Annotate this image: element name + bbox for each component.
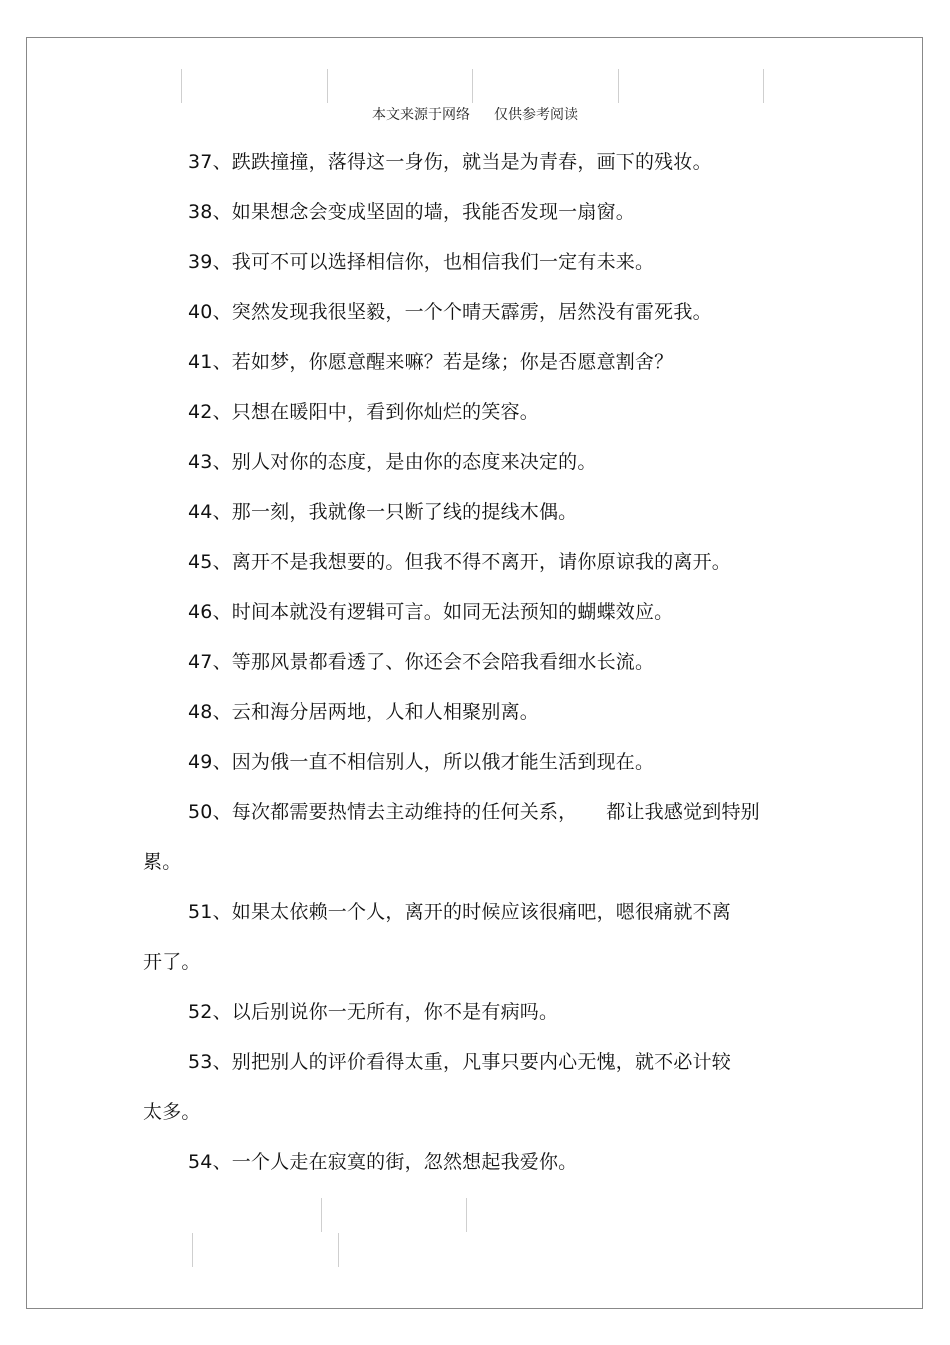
list-item: 44、那一刻，我就像一只断了线的提线木偶。	[188, 501, 578, 523]
header-note	[0, 104, 950, 124]
top-rule-1	[181, 69, 182, 103]
list-item: 37、跌跌撞撞，落得这一身伤，就当是为青春，画下的残妆。	[188, 151, 712, 173]
list-item: 39、我可不可以选择相信你，也相信我们一定有未来。	[188, 251, 655, 273]
list-item: 47、等那风景都看透了、你还会不会陪我看细水长流。	[188, 651, 655, 673]
list-item: 46、时间本就没有逻辑可言。如同无法预知的蝴蝶效应。	[188, 601, 674, 623]
list-item: 48、云和海分居两地，人和人相聚别离。	[188, 701, 539, 723]
bottom-rule-2	[466, 1198, 467, 1232]
bottom-rule-1	[321, 1198, 322, 1232]
top-rule-2	[327, 69, 328, 103]
list-item: 52、以后别说你一无所有，你不是有病吗。	[188, 1001, 559, 1023]
bottom-rule-3	[192, 1233, 193, 1267]
list-item: 42、只想在暖阳中，看到你灿烂的笑容。	[188, 401, 539, 423]
list-item: 41、若如梦，你愿意醒来嘛？若是缘；你是否愿意割舍？	[188, 351, 674, 373]
list-item: 54、一个人走在寂寞的街，忽然想起我爱你。	[188, 1151, 578, 1173]
top-rule-3	[472, 69, 473, 103]
list-item-continuation: 太多。	[143, 1101, 201, 1123]
top-rule-5	[763, 69, 764, 103]
list-item-continuation: 开了。	[143, 951, 201, 973]
list-item: 50、每次都需要热情去主动维持的任何关系， 都让我感觉到特别	[188, 801, 760, 823]
bottom-rule-4	[338, 1233, 339, 1267]
list-item: 45、离开不是我想要的。但我不得不离开，请你原谅我的离开。	[188, 551, 731, 573]
list-item: 51、如果太依赖一个人，离开的时候应该很痛吧，嗯很痛就不离	[188, 901, 731, 923]
list-item: 38、如果想念会变成坚固的墙，我能否发现一扇窗。	[188, 201, 635, 223]
list-item: 43、别人对你的态度，是由你的态度来决定的。	[188, 451, 597, 473]
list-item: 49、因为俄一直不相信别人，所以俄才能生活到现在。	[188, 751, 655, 773]
list-item: 53、别把别人的评价看得太重，凡事只要内心无愧，就不必计较	[188, 1051, 731, 1073]
list-item-continuation: 累。	[143, 851, 182, 873]
list-item: 40、突然发现我很坚毅，一个个晴天霹雳，居然没有雷死我。	[188, 301, 712, 323]
source-note: 本文来源于网络	[372, 107, 470, 123]
reference-note: 仅供参考阅读	[494, 107, 578, 123]
top-rule-4	[618, 69, 619, 103]
quote-list	[143, 137, 803, 1187]
